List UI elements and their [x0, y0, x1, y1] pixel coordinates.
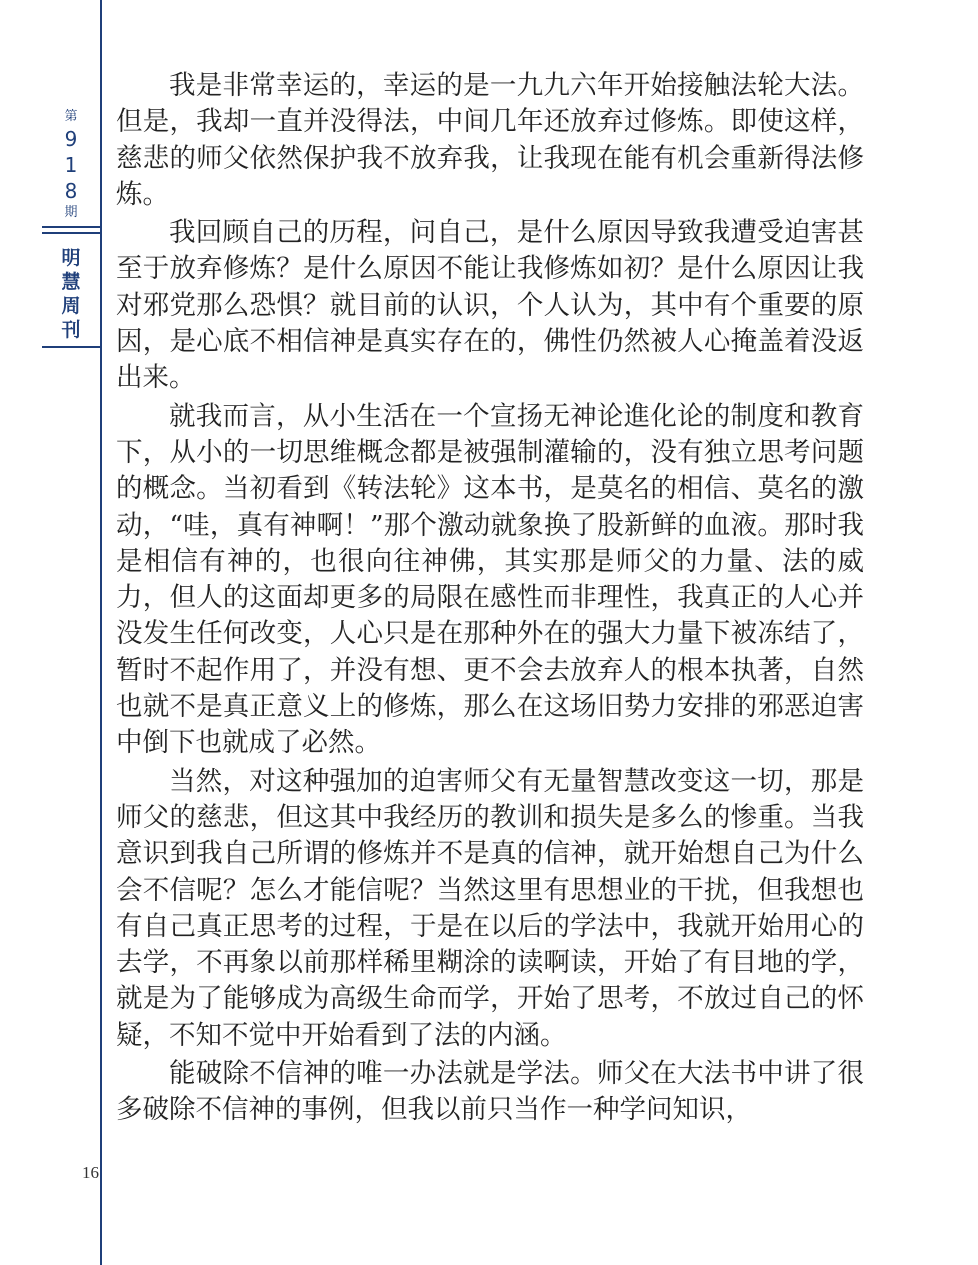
paragraph: 能破除不信神的唯一办法就是学法。师父在大法书中讲了很多破除不信神的事例，但我以前只当作一种学问知识， — [116, 1058, 864, 1126]
article-body — [116, 68, 864, 1131]
issue-suffix: 期 — [64, 205, 78, 220]
paragraph: 当然，对这种强加的迫害师父有无量智慧改变这一切，那是师父的慈悲，但这其中我经历的教训和损失是多么的惨重。当我意识到我自己所谓的修炼并不是真的信神，就开始想自己为什么会不信呢？怎么才能信呢？当然这里有思想业的干扰，但我想也有自己真正思考的过程，于是在以后的学法中，我就开始用心的去学，不再象以前那样稀里糊涂的读啊读，开始了有目地的学，就是为了能够成为高级生命而学，开始了思考，不放过自己的怀疑，不知不觉中开始看到了法的内涵。 — [116, 765, 864, 1051]
publication-name-text: 明慧周刊 — [61, 247, 81, 341]
paragraph: 我是非常幸运的，幸运的是一九九六年开始接触法轮大法。但是，我却一直并没得法，中间几年还放弃过修炼。即使这样，慈悲的师父依然保护我不放弃我，让我现在能有机会重新得法修炼。 — [116, 70, 864, 210]
page-number: 16 — [82, 1163, 99, 1182]
paragraph: 我回顾自己的历程，问自己，是什么原因导致我遭受迫害甚至于放弃修炼？是什么原因不能让我修炼如初？是什么原因让我对邪党那么恐惧？就目前的认识，个人认为，其中有个重要的原因，是心底不相信神是真实存在的，佛性仍然被人心掩盖着没返出来。 — [116, 217, 864, 394]
publication-name — [42, 246, 100, 342]
sidebar-rule — [100, 0, 102, 1265]
paragraph: 就我而言，从小生活在一个宣扬无神论進化论的制度和教育下，从小的一切思维概念都是被强制灌输的，没有独立思考问题的概念。当初看到《转法轮》这本书，是莫名的相信、莫名的激动，“哇，真有神啊！”那个激动就象换了股新鲜的血液。那时我是相信有神的，也很向往神佛，其实那是师父的力量、法的威力，但人的这面却更多的局限在感性而非理性，我真正的人心并没发生任何改变，人心只是在那种外在的强大力量下被冻结了，暂时不起作用了，并没有想、更不会去放弃人的根本执著，自然也就不是真正意义上的修炼，那么在这场旧势力安排的邪恶迫害中倒下也就成了必然。 — [116, 400, 864, 759]
issue-prefix: 第 — [64, 109, 78, 124]
issue-number: 918 — [64, 127, 78, 203]
issue-label — [42, 108, 100, 222]
issue-divider-top — [42, 226, 100, 228]
issue-divider-bottom — [42, 232, 100, 234]
publication-divider — [42, 346, 100, 348]
